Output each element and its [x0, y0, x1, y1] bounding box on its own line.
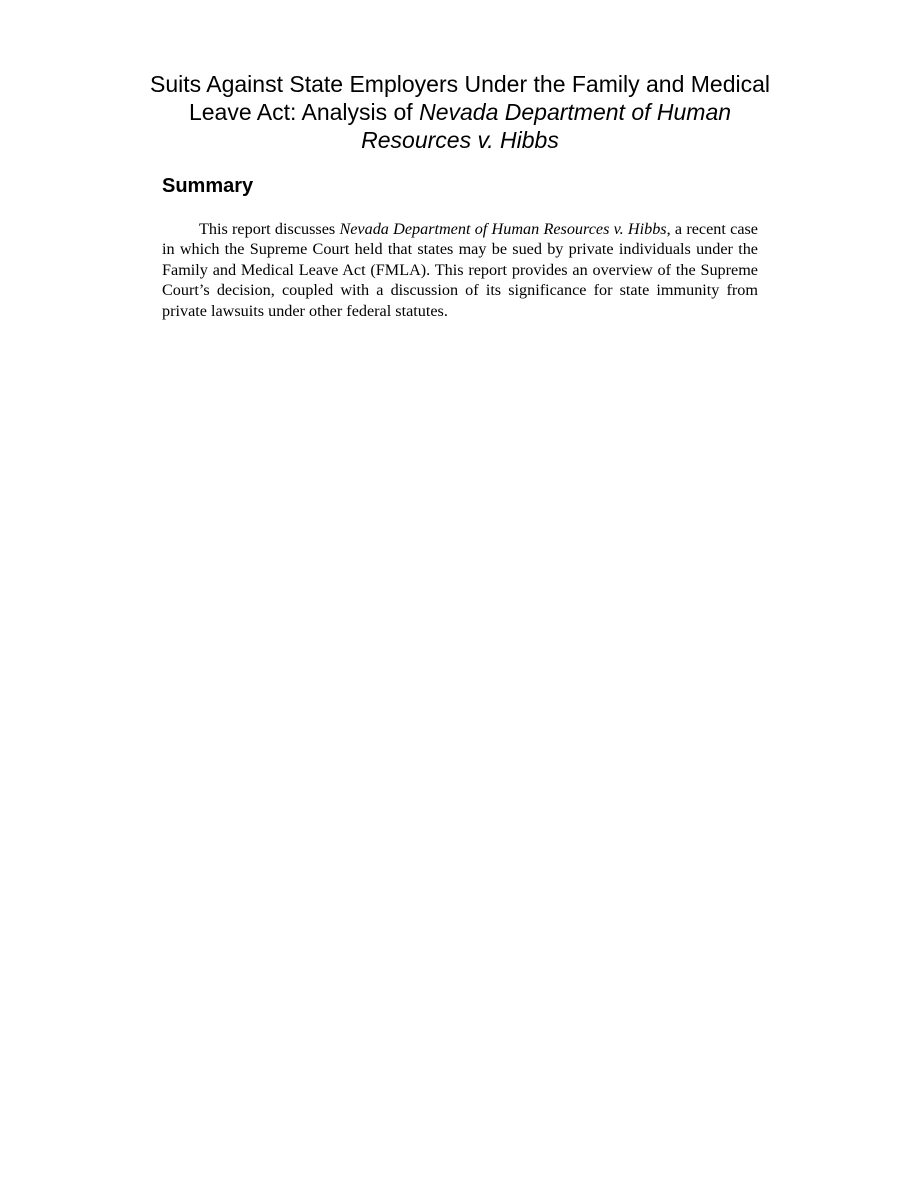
title-case-name: Nevada Department of Human Resources v. Hibbs [361, 99, 732, 154]
summary-case-name: Nevada Department of Human Resources v. Hibbs [339, 220, 667, 238]
summary-paragraph [162, 219, 758, 321]
document-title [150, 70, 770, 154]
title-text: Suits Against State Employers Under the Family and Medical Leave Act: Analysis of [150, 71, 771, 126]
summary-lead: This report discusses [199, 220, 340, 238]
summary-rest: , a recent case in which the Supreme Court held that states may be sued by private individuals under the Family and Medical Leave Act (FMLA). This report provides an overview of the Supreme Court’s decision, coupled with a discussion of its significance for state immunity from private lawsuits under other federal statutes. [162, 220, 758, 320]
summary-heading: Summary [162, 175, 254, 197]
